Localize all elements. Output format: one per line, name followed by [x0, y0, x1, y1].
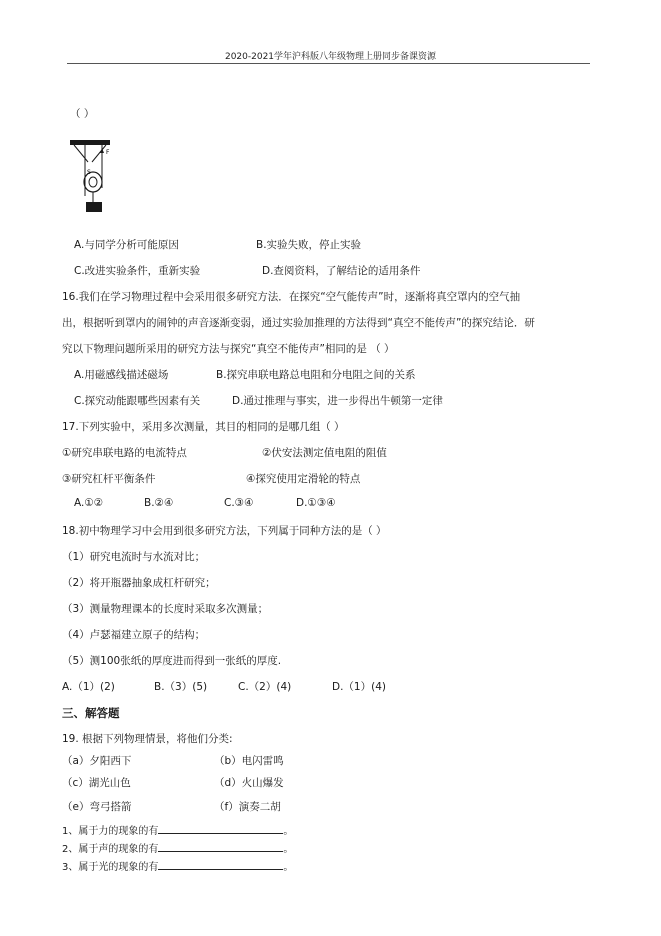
q16-stem-line-3: 究以下物理问题所采用的研究方法与探究“真空不能传声”相同的是 （ ）: [62, 343, 395, 355]
q19-period-3: 。: [283, 862, 294, 873]
q17-item-4: ④探究使用定滑轮的特点: [246, 473, 361, 485]
q15-option-b: B.实验失败，停止实验: [256, 239, 362, 251]
q19-blank-label-3: 3、属于光的现象的有: [62, 862, 159, 873]
q19-answer-blank-3[interactable]: [158, 859, 283, 870]
q18-item-2: （2）将开瓶器抽象成杠杆研究；: [62, 577, 216, 589]
q17-option-a: A.①②: [74, 497, 104, 509]
q18-option-c: C.（2）(4): [238, 681, 292, 693]
q19-item-d: （d）火山爆发: [214, 777, 284, 789]
q19-item-b: （b）电闪雷鸣: [214, 755, 284, 767]
q18-item-4: （4）卢瑟福建立原子的结构；: [62, 629, 206, 641]
q17-option-b: B.②④: [144, 497, 174, 509]
q15-option-c: C.改进实验条件，重新实验: [74, 265, 201, 277]
q15-option-a: A.与同学分析可能原因: [74, 239, 179, 251]
q19-stem: 19. 根据下列物理情景，将他们分类:: [62, 733, 233, 745]
header-divider: [67, 63, 590, 64]
q16-option-c: C.探究动能跟哪些因素有关: [74, 395, 201, 407]
q19-blank-row-3: [62, 858, 293, 873]
q18-item-3: （3）测量物理课本的长度时采取多次测量；: [62, 603, 269, 615]
q18-option-b: B.（3）(5): [154, 681, 208, 693]
q17-option-d: D.①③④: [296, 497, 336, 509]
q18-option-d: D.（1）(4): [332, 681, 386, 693]
q19-answer-blank-1[interactable]: [158, 823, 283, 834]
weight-block: [86, 202, 102, 212]
q19-item-e: （e）弯弓搭箭: [62, 801, 132, 813]
q18-item-5: （5）测100张纸的厚度进而得到一张纸的厚度.: [62, 655, 282, 667]
q15-option-d: D.查阅资料，了解结论的适用条件: [262, 265, 421, 277]
q19-blank-row-2: [62, 840, 293, 855]
q17-item-1: ①研究串联电路的电流特点: [62, 447, 187, 459]
q16-stem-line-2: 出，根据听到罩内的闹钟的声音逐渐变弱，通过实验加推理的方法得到“真空不能传声”的探究结论．研: [62, 317, 535, 329]
q19-item-f: （f）演奏二胡: [214, 801, 281, 813]
q19-period-1: 。: [283, 826, 294, 837]
pulley-hub: [89, 177, 97, 187]
support-line: [92, 145, 106, 162]
spring-scale-label: S: [87, 169, 91, 176]
q19-answer-blank-2[interactable]: [158, 841, 283, 852]
q16-stem-line-1: 16.我们在学习物理过程中会采用很多研究方法．在探究“空气能传声”时，逐渐将真空罩内的空气抽: [62, 291, 521, 303]
q18-stem: 18.初中物理学习中会用到很多研究方法，下列属于同种方法的是（ ）: [62, 525, 387, 537]
q19-item-a: （a）夕阳西下: [62, 755, 132, 767]
q18-item-1: （1）研究电流时与水流对比；: [62, 551, 206, 563]
q17-stem: 17.下列实验中，采用多次测量，其目的相同的是哪几组（ ）: [62, 421, 345, 433]
page-header: 2020-2021学年沪科版八年级物理上册同步备课资源: [224, 52, 437, 62]
q16-option-b: B.探究串联电路总电阻和分电阻之间的关系: [216, 369, 416, 381]
q15-answer-bracket: （ ）: [70, 108, 95, 120]
q17-item-3: ③研究杠杆平衡条件: [62, 473, 156, 485]
pulley-diagram: [66, 138, 116, 218]
q19-item-c: （c）湖光山色: [62, 777, 131, 789]
q19-blank-label-2: 2、属于声的现象的有: [62, 844, 159, 855]
q16-option-a: A.用磁感线描述磁场: [74, 369, 169, 381]
q19-period-2: 。: [283, 844, 294, 855]
section-title: 三、解答题: [62, 706, 120, 720]
ceiling-bar: [70, 140, 110, 145]
force-label: F: [106, 149, 110, 156]
support-line: [74, 145, 88, 162]
q18-option-a: A.（1）(2): [62, 681, 115, 693]
q19-blank-label-1: 1、属于力的现象的有: [62, 826, 159, 837]
q16-option-d: D.通过推理与事实，进一步得出牛顿第一定律: [232, 395, 443, 407]
q17-option-c: C.③④: [224, 497, 254, 509]
q19-blank-row-1: [62, 822, 293, 837]
q17-item-2: ②伏安法测定值电阻的阻值: [262, 447, 387, 459]
